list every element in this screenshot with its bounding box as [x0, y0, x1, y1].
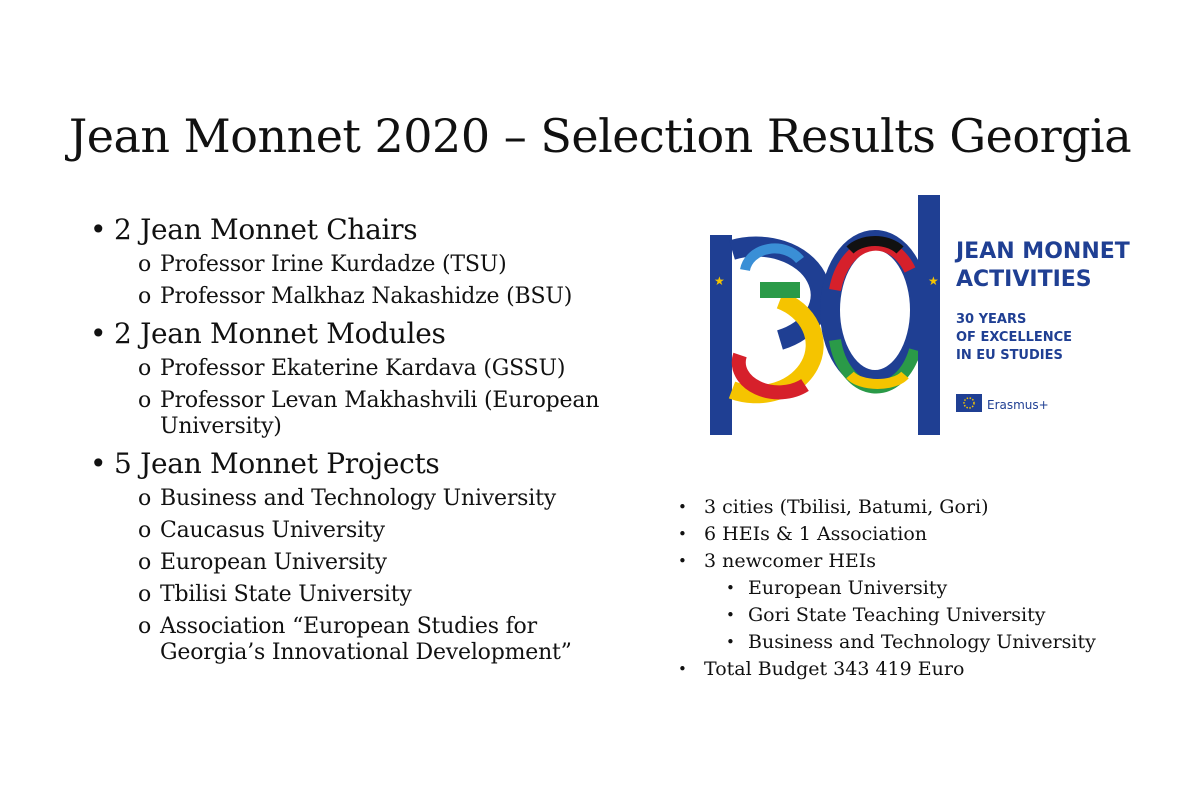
- summary-item: [676, 548, 1176, 575]
- erasmus-label: Erasmus+: [987, 398, 1049, 412]
- list-item: [88, 252, 648, 278]
- circle-bullet-icon: o: [138, 614, 152, 639]
- logo-30-graphic: [710, 195, 940, 435]
- summary-subtext: European University: [748, 577, 948, 599]
- summary-text: 3 newcomer HEIs: [704, 550, 877, 572]
- summary-subitem: [676, 602, 1176, 629]
- logo-title-line1: JEAN MONNET: [956, 239, 1130, 264]
- bullet-icon: •: [726, 606, 735, 624]
- list-item: [88, 284, 648, 310]
- circle-bullet-icon: o: [138, 582, 152, 607]
- slide-title: Jean Monnet 2020 – Selection Results Georgia: [68, 109, 1132, 163]
- bullet-icon: •: [90, 213, 107, 246]
- bullet-icon: •: [726, 633, 735, 651]
- item-text: Association “European Studies for Georgia’s Innovational Development”: [160, 614, 572, 665]
- eu-flag-icon: [956, 394, 982, 412]
- summary-item: [676, 521, 1176, 548]
- summary-subtext: Gori State Teaching University: [748, 604, 1046, 626]
- logo-tagline-2: OF EXCELLENCE: [956, 330, 1073, 345]
- circle-bullet-icon: o: [138, 550, 152, 575]
- circle-bullet-icon: o: [138, 486, 152, 511]
- logo-stem-left: [710, 235, 732, 435]
- item-text: Professor Irine Kurdadze (TSU): [160, 252, 507, 277]
- group-chairs: [88, 212, 648, 310]
- logo-tagline-1: 30 YEARS: [956, 312, 1027, 327]
- item-text: Professor Malkhaz Nakashidze (BSU): [160, 284, 573, 309]
- circle-bullet-icon: o: [138, 356, 152, 381]
- circle-bullet-icon: o: [138, 518, 152, 543]
- summary-subitem: [676, 629, 1176, 656]
- bullet-icon: •: [678, 525, 687, 543]
- summary-subitem: [676, 575, 1176, 602]
- summary-text: 3 cities (Tbilisi, Batumi, Gori): [704, 496, 989, 518]
- heading-text: 5 Jean Monnet Projects: [114, 447, 440, 480]
- list-item: [88, 614, 648, 666]
- bullet-icon: •: [726, 579, 735, 597]
- left-bullet-list: [88, 212, 648, 672]
- list-item: [88, 356, 648, 382]
- bullet-icon: •: [678, 660, 687, 678]
- logo-stem-right: [918, 195, 940, 435]
- list-item: [88, 518, 648, 544]
- item-text: Professor Ekaterine Kardava (GSSU): [160, 356, 566, 381]
- item-text: European University: [160, 550, 387, 575]
- summary-subtext: Business and Technology University: [748, 631, 1096, 653]
- heading-text: 2 Jean Monnet Chairs: [114, 213, 418, 246]
- list-item: [88, 582, 648, 608]
- summary-list: [676, 494, 1176, 683]
- list-heading: [88, 316, 648, 352]
- circle-bullet-icon: o: [138, 252, 152, 277]
- summary-text: 6 HEIs & 1 Association: [704, 523, 928, 545]
- jean-monnet-30-logo: [700, 190, 1150, 440]
- star-icon: ★: [928, 274, 939, 288]
- heading-text: 2 Jean Monnet Modules: [114, 317, 446, 350]
- circle-bullet-icon: o: [138, 284, 152, 309]
- item-text: Professor Levan Makhashvili (European University): [160, 388, 600, 439]
- star-icon: ★: [850, 371, 861, 385]
- item-text: Tbilisi State University: [160, 582, 412, 607]
- list-heading: [88, 446, 648, 482]
- star-icon: ★: [714, 274, 725, 288]
- item-text: Caucasus University: [160, 518, 385, 543]
- list-heading: [88, 212, 648, 248]
- bullet-icon: •: [678, 552, 687, 570]
- bullet-icon: •: [90, 447, 107, 480]
- list-item: [88, 486, 648, 512]
- item-text: Business and Technology University: [160, 486, 556, 511]
- bullet-icon: •: [90, 317, 107, 350]
- summary-item: [676, 494, 1176, 521]
- summary-item: [676, 656, 1176, 683]
- circle-bullet-icon: o: [138, 388, 152, 413]
- group-projects: [88, 446, 648, 666]
- summary-text: Total Budget 343 419 Euro: [704, 658, 965, 680]
- bullet-icon: •: [678, 498, 687, 516]
- logo-tagline-3: IN EU STUDIES: [956, 348, 1063, 363]
- list-item: [88, 550, 648, 576]
- logo-title-line2: ACTIVITIES: [956, 267, 1092, 292]
- list-item: [88, 388, 648, 440]
- group-modules: [88, 316, 648, 440]
